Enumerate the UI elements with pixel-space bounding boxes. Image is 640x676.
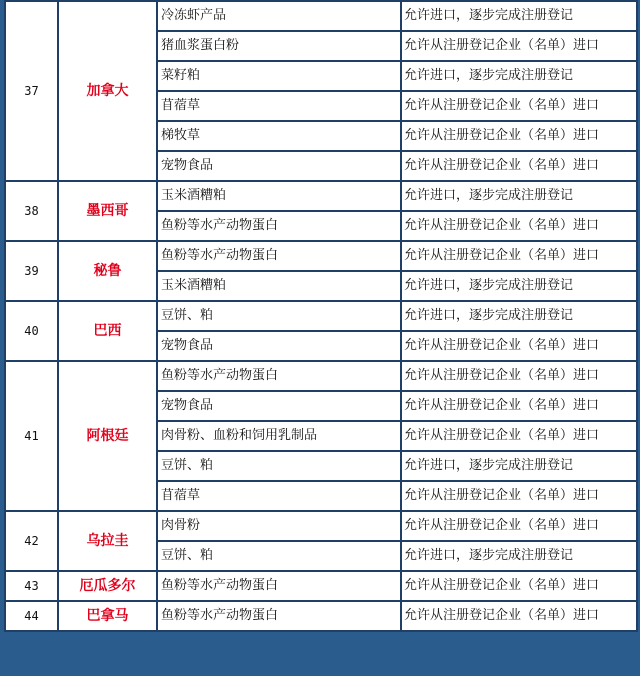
policy-cell: 允许从注册登记企业（名单）进口 xyxy=(401,151,637,181)
policy-cell: 允许进口，逐步完成注册登记 xyxy=(401,541,637,571)
product-cell: 鱼粉等水产动物蛋白 xyxy=(157,361,401,391)
policy-cell: 允许从注册登记企业（名单）进口 xyxy=(401,421,637,451)
row-number-cell: 44 xyxy=(5,601,58,631)
country-cell: 乌拉圭 xyxy=(58,511,157,571)
policy-cell: 允许进口，逐步完成注册登记 xyxy=(401,181,637,211)
table-row xyxy=(5,241,637,271)
policy-cell: 允许进口，逐步完成注册登记 xyxy=(401,1,637,31)
policy-cell: 允许从注册登记企业（名单）进口 xyxy=(401,91,637,121)
product-cell: 梯牧草 xyxy=(157,121,401,151)
product-cell: 猪血浆蛋白粉 xyxy=(157,31,401,61)
country-cell: 巴西 xyxy=(58,301,157,361)
policy-cell: 允许进口，逐步完成注册登记 xyxy=(401,301,637,331)
bottom-border-strip xyxy=(0,672,640,676)
product-cell: 豆饼、粕 xyxy=(157,301,401,331)
product-cell: 冷冻虾产品 xyxy=(157,1,401,31)
policy-cell: 允许进口，逐步完成注册登记 xyxy=(401,451,637,481)
country-cell: 厄瓜多尔 xyxy=(58,571,157,601)
product-cell: 肉骨粉 xyxy=(157,511,401,541)
policy-cell: 允许进口，逐步完成注册登记 xyxy=(401,61,637,91)
product-cell: 宠物食品 xyxy=(157,331,401,361)
policy-cell: 允许从注册登记企业（名单）进口 xyxy=(401,571,637,601)
product-cell: 苜蓿草 xyxy=(157,91,401,121)
policy-cell: 允许从注册登记企业（名单）进口 xyxy=(401,211,637,241)
product-cell: 玉米酒糟粕 xyxy=(157,181,401,211)
country-cell: 巴拿马 xyxy=(58,601,157,631)
table-row xyxy=(5,571,637,601)
product-cell: 鱼粉等水产动物蛋白 xyxy=(157,571,401,601)
policy-cell: 允许从注册登记企业（名单）进口 xyxy=(401,331,637,361)
table-row xyxy=(5,361,637,391)
table-row xyxy=(5,601,637,631)
product-cell: 鱼粉等水产动物蛋白 xyxy=(157,601,401,631)
table-row xyxy=(5,511,637,541)
product-cell: 菜籽粕 xyxy=(157,61,401,91)
product-cell: 鱼粉等水产动物蛋白 xyxy=(157,211,401,241)
country-cell: 秘鲁 xyxy=(58,241,157,301)
product-cell: 肉骨粉、血粉和饲用乳制品 xyxy=(157,421,401,451)
table-body xyxy=(5,1,637,631)
policy-cell: 允许从注册登记企业（名单）进口 xyxy=(401,481,637,511)
policy-cell: 允许从注册登记企业（名单）进口 xyxy=(401,391,637,421)
table-row xyxy=(5,181,637,211)
policy-cell: 允许从注册登记企业（名单）进口 xyxy=(401,601,637,631)
row-number-cell: 39 xyxy=(5,241,58,301)
row-number-cell: 41 xyxy=(5,361,58,511)
product-cell: 宠物食品 xyxy=(157,391,401,421)
row-number-cell: 40 xyxy=(5,301,58,361)
product-cell: 玉米酒糟粕 xyxy=(157,271,401,301)
product-cell: 苜蓿草 xyxy=(157,481,401,511)
product-cell: 鱼粉等水产动物蛋白 xyxy=(157,241,401,271)
policy-cell: 允许从注册登记企业（名单）进口 xyxy=(401,361,637,391)
product-cell: 宠物食品 xyxy=(157,151,401,181)
policy-cell: 允许从注册登记企业（名单）进口 xyxy=(401,31,637,61)
product-cell: 豆饼、粕 xyxy=(157,541,401,571)
policy-cell: 允许进口，逐步完成注册登记 xyxy=(401,271,637,301)
country-cell: 墨西哥 xyxy=(58,181,157,241)
product-cell: 豆饼、粕 xyxy=(157,451,401,481)
policy-cell: 允许从注册登记企业（名单）进口 xyxy=(401,511,637,541)
row-number-cell: 42 xyxy=(5,511,58,571)
row-number-cell: 43 xyxy=(5,571,58,601)
policy-cell: 允许从注册登记企业（名单）进口 xyxy=(401,241,637,271)
table-row xyxy=(5,301,637,331)
country-cell: 阿根廷 xyxy=(58,361,157,511)
policy-cell: 允许从注册登记企业（名单）进口 xyxy=(401,121,637,151)
row-number-cell: 37 xyxy=(5,1,58,181)
country-cell: 加拿大 xyxy=(58,1,157,181)
row-number-cell: 38 xyxy=(5,181,58,241)
import-policy-table xyxy=(4,0,638,632)
table-row xyxy=(5,1,637,31)
